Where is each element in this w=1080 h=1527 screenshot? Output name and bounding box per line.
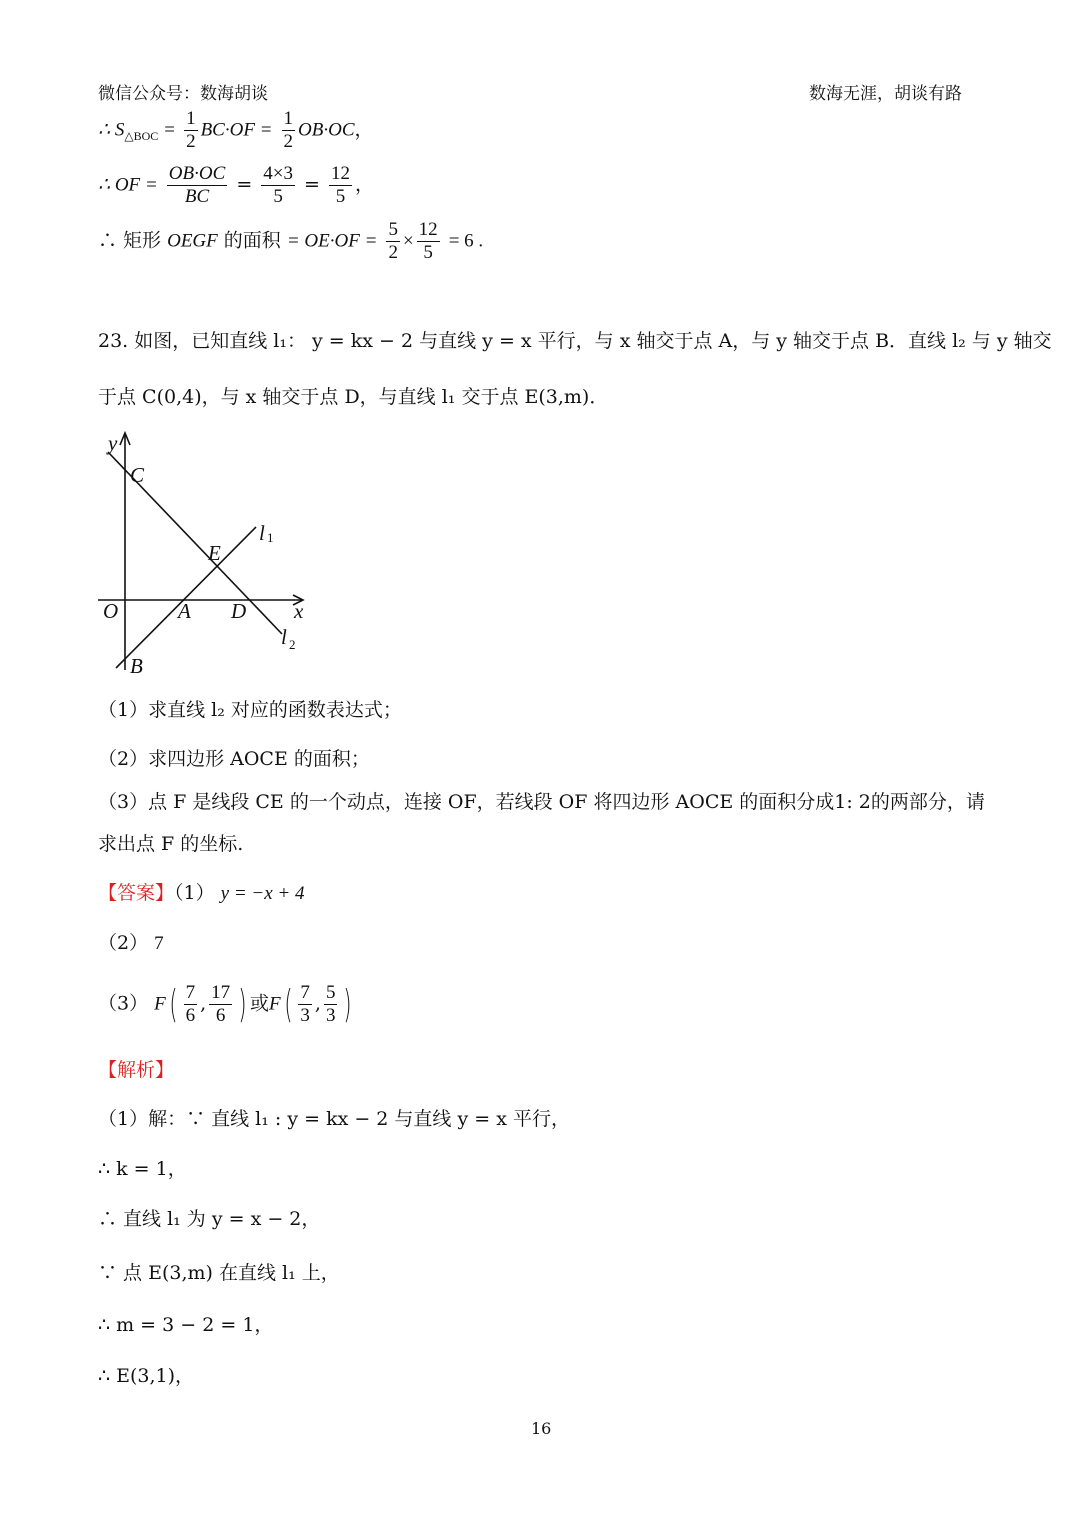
- label-A: A: [178, 599, 191, 623]
- header-left: 微信公众号：数海胡谈: [98, 84, 268, 104]
- label-D: D: [231, 599, 247, 623]
- label-B: B: [130, 654, 143, 678]
- analysis-step-4: ∵ 点 E(3,m) 在直线 l₁ 上，: [98, 1262, 340, 1284]
- label-l2-sub: 2: [289, 637, 296, 652]
- answer-1: 【答案】（1） y = −x + 4: [98, 882, 305, 904]
- analysis-step-6: ∴ E(3,1)，: [98, 1365, 195, 1387]
- question-1: （1）求直线 l₂ 对应的函数表达式；: [98, 699, 402, 721]
- label-l1-sub: 1: [267, 530, 274, 545]
- question-3a: （3）点 F 是线段 CE 的一个动点，连接 OF，若线段 OF 将四边形 AOCE 的面积分成1: 2的两部分，请: [98, 791, 985, 813]
- header-right: 数海无涯，胡谈有路: [809, 84, 962, 104]
- problem-line-1: 23. 如图，已知直线 l₁： y = kx − 2 与直线 y = x 平行，与 x 轴交于点 A，与 y 轴交于点 B．直线 l₂ 与 y 轴交: [98, 330, 1052, 352]
- prev-line-1: ∴ $S_{\triangle BOC}$ = $\frac{1}{2}$ BC·OF = $\frac{1}{2}$ OB·OC，: [98, 108, 374, 152]
- line-l1: [116, 527, 256, 668]
- coordinate-diagram: [96, 430, 336, 690]
- analysis-step-5: ∴ m = 3 − 2 = 1，: [98, 1314, 274, 1336]
- question-3b: 求出点 F 的坐标.: [98, 833, 244, 855]
- label-E: E: [208, 541, 221, 565]
- analysis-step-2: ∴ k = 1，: [98, 1158, 187, 1180]
- label-y: y: [108, 431, 118, 455]
- analysis-step-1: （1）解：∵ 直线 l₁ : y = kx − 2 与直线 y = x 平行，: [98, 1108, 570, 1130]
- page-number: 16: [531, 1419, 552, 1438]
- prev-line-3: ∴ 矩形 OEGF 的面积 = OE·OF = $\frac{5}{2}$ × $\frac{12}{5}$ = 6 .: [98, 219, 484, 263]
- label-x: x: [294, 599, 304, 623]
- analysis-step-3: ∴ 直线 l₁ 为 y = x − 2，: [98, 1208, 321, 1230]
- problem-line-2: 于点 C(0,4)，与 x 轴交于点 D，与直线 l₁ 交于点 E(3,m)．: [98, 386, 609, 408]
- prev-line-2: ∴ OF = $\frac{OB\cdot OC}{BC}$ = $\frac{4\times 3}{5}$ = $\frac{12}{5}$ ，: [98, 163, 375, 207]
- label-O: O: [103, 599, 119, 623]
- answer-3: （3） F( $\frac{7}{6}$ , $\frac{17}{6}$ ) 或F( $\frac{7}{3}$ , $\frac{5}{3}$ ): [98, 982, 352, 1027]
- answer-2: （2） 7: [98, 932, 164, 954]
- label-l1: l: [259, 521, 265, 545]
- analysis-tag: 【解析】: [98, 1059, 175, 1081]
- label-C: C: [130, 463, 145, 487]
- label-l2: l: [281, 625, 287, 649]
- question-2: （2）求四边形 AOCE 的面积；: [98, 748, 370, 770]
- answer-tag: 【答案】: [98, 882, 175, 904]
